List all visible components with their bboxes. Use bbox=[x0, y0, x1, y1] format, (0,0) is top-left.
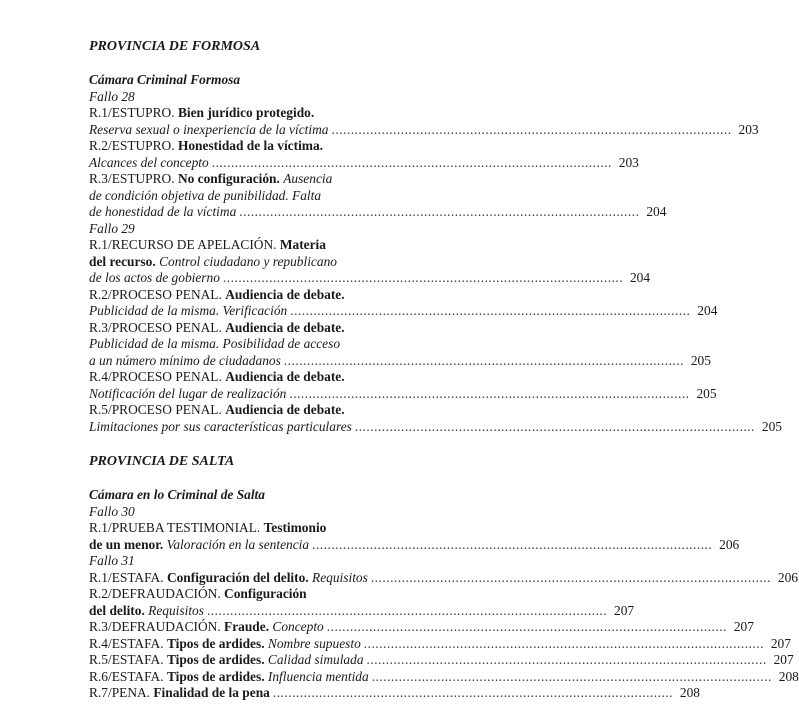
entry-line: de condición objetiva de punibilidad. Falta bbox=[89, 187, 322, 203]
leader-dots: ........................................................................................................ bbox=[289, 385, 690, 401]
entry-line: R.2/DEFRAUDACIÓN. Configuración bbox=[89, 586, 307, 601]
entry-line: Alcances del concepto ........................................................................................................ 203 bbox=[89, 154, 639, 170]
entry-line: de un menor. Valoración en la sentencia ........................................................................................................ 206 bbox=[89, 536, 740, 552]
page-number: 205 bbox=[761, 418, 782, 434]
entry-line: R.1/PRUEBA TESTIMONIAL. Testimonio bbox=[89, 520, 327, 535]
page-number: 205 bbox=[696, 385, 717, 401]
entry-line: R.4/PROCESO PENAL. Audiencia de debate. bbox=[89, 369, 345, 384]
section-salta bbox=[89, 452, 799, 702]
entry-line: R.1/ESTAFA. Configuración del delito. Requisitos ........................................................................................................ 206 bbox=[89, 569, 798, 585]
fallo-label: Fallo 30 bbox=[89, 503, 135, 519]
entry-line: R.3/ESTUPRO. No configuración. Ausencia bbox=[89, 171, 333, 186]
entry-line: R.5/ESTAFA. Tipos de ardides. Calidad simulada ........................................................................................................ 207 bbox=[89, 652, 794, 667]
section-formosa bbox=[89, 37, 782, 435]
leader-dots: ........................................................................................................ bbox=[366, 652, 767, 667]
entry-line: Limitaciones por sus características particulares ........................................................................................................ 205 bbox=[89, 418, 782, 434]
entry-line: R.2/PROCESO PENAL. Audiencia de debate. bbox=[89, 286, 345, 302]
page-number: 204 bbox=[697, 303, 718, 318]
fallo-label: Fallo 29 bbox=[89, 220, 135, 236]
entry-line: del delito. Requisitos ........................................................................................................ 207 bbox=[89, 602, 635, 618]
page-number: 207 bbox=[614, 602, 635, 618]
leader-dots: ........................................................................................................ bbox=[363, 635, 764, 651]
court-name: Cámara en lo Criminal de Salta bbox=[89, 487, 265, 502]
page-number: 208 bbox=[778, 668, 799, 684]
page-number: 205 bbox=[690, 352, 711, 368]
entry-line: R.3/DEFRAUDACIÓN. Fraude. Concepto ........................................................................................................ 207 bbox=[89, 619, 754, 634]
page-number: 203 bbox=[618, 154, 639, 170]
fallo-label: Fallo 31 bbox=[89, 553, 135, 568]
page-number: 207 bbox=[773, 652, 794, 667]
entry-line: Reserva sexual o inexperiencia de la víctima ........................................................................................................ 203 bbox=[89, 121, 759, 137]
entry-line: a un número mínimo de ciudadanos ........................................................................................................ 205 bbox=[89, 352, 711, 368]
entry-line: Notificación del lugar de realización ........................................................................................................ 205 bbox=[89, 385, 717, 401]
entry-line: R.4/ESTAFA. Tipos de ardides. Nombre supuesto ........................................................................................................ 207 bbox=[89, 635, 791, 651]
entry-line: R.2/ESTUPRO. Honestidad de la víctima. bbox=[89, 138, 324, 153]
leader-dots: ........................................................................................................ bbox=[312, 536, 713, 552]
entry-line: R.1/ESTUPRO. Bien jurídico protegido. bbox=[89, 105, 315, 120]
page-number: 208 bbox=[679, 685, 700, 700]
page-number: 206 bbox=[719, 536, 740, 552]
page-number: 207 bbox=[733, 619, 754, 634]
leader-dots: ........................................................................................................ bbox=[326, 619, 727, 634]
leader-dots: ........................................................................................................ bbox=[331, 121, 732, 137]
page-number: 207 bbox=[770, 635, 791, 651]
section-title: PROVINCIA DE FORMOSA bbox=[89, 39, 261, 54]
page-number: 206 bbox=[777, 569, 798, 585]
leader-dots: ........................................................................................................ bbox=[222, 270, 624, 285]
entry-line: R.1/RECURSO DE APELACIÓN. Materia bbox=[89, 237, 326, 252]
entry-line: R.5/PROCESO PENAL. Audiencia de debate. bbox=[89, 402, 345, 417]
leader-dots: ........................................................................................................ bbox=[239, 204, 640, 219]
entry-line: Publicidad de la misma. Verificación ........................................................................................................ 204 bbox=[89, 303, 718, 318]
page-number: 204 bbox=[629, 270, 651, 285]
entry-line: de honestidad de la víctima ........................................................................................................ 204 bbox=[89, 204, 667, 219]
leader-dots: ........................................................................................................ bbox=[206, 602, 608, 618]
leader-dots: ........................................................................................................ bbox=[354, 418, 755, 434]
leader-dots: ........................................................................................................ bbox=[370, 569, 771, 585]
entry-line: R.3/PROCESO PENAL. Audiencia de debate. bbox=[89, 319, 345, 335]
page-number: 204 bbox=[646, 204, 667, 219]
section-title: PROVINCIA DE SALTA bbox=[89, 454, 235, 469]
court-name: Cámara Criminal Formosa bbox=[89, 72, 241, 87]
leader-dots: ........................................................................................................ bbox=[371, 668, 772, 684]
entry-line: R.7/PENA. Finalidad de la pena ........................................................................................................ 208 bbox=[89, 685, 700, 700]
leader-dots: ........................................................................................................ bbox=[272, 685, 673, 700]
leader-dots: ........................................................................................................ bbox=[290, 303, 691, 318]
fallo-label: Fallo 28 bbox=[89, 88, 135, 104]
leader-dots: ........................................................................................................ bbox=[283, 352, 684, 368]
entry-line: de los actos de gobierno ........................................................................................................ 204 bbox=[89, 270, 651, 285]
entry-line: Publicidad de la misma. Posibilidad de acceso bbox=[89, 336, 341, 351]
leader-dots: ........................................................................................................ bbox=[211, 154, 612, 170]
entry-line: R.6/ESTAFA. Tipos de ardides. Influencia mentida ........................................................................................................ 208 bbox=[89, 668, 799, 684]
page-number: 203 bbox=[738, 121, 759, 137]
entry-line: del recurso. Control ciudadano y republicano bbox=[89, 253, 337, 269]
